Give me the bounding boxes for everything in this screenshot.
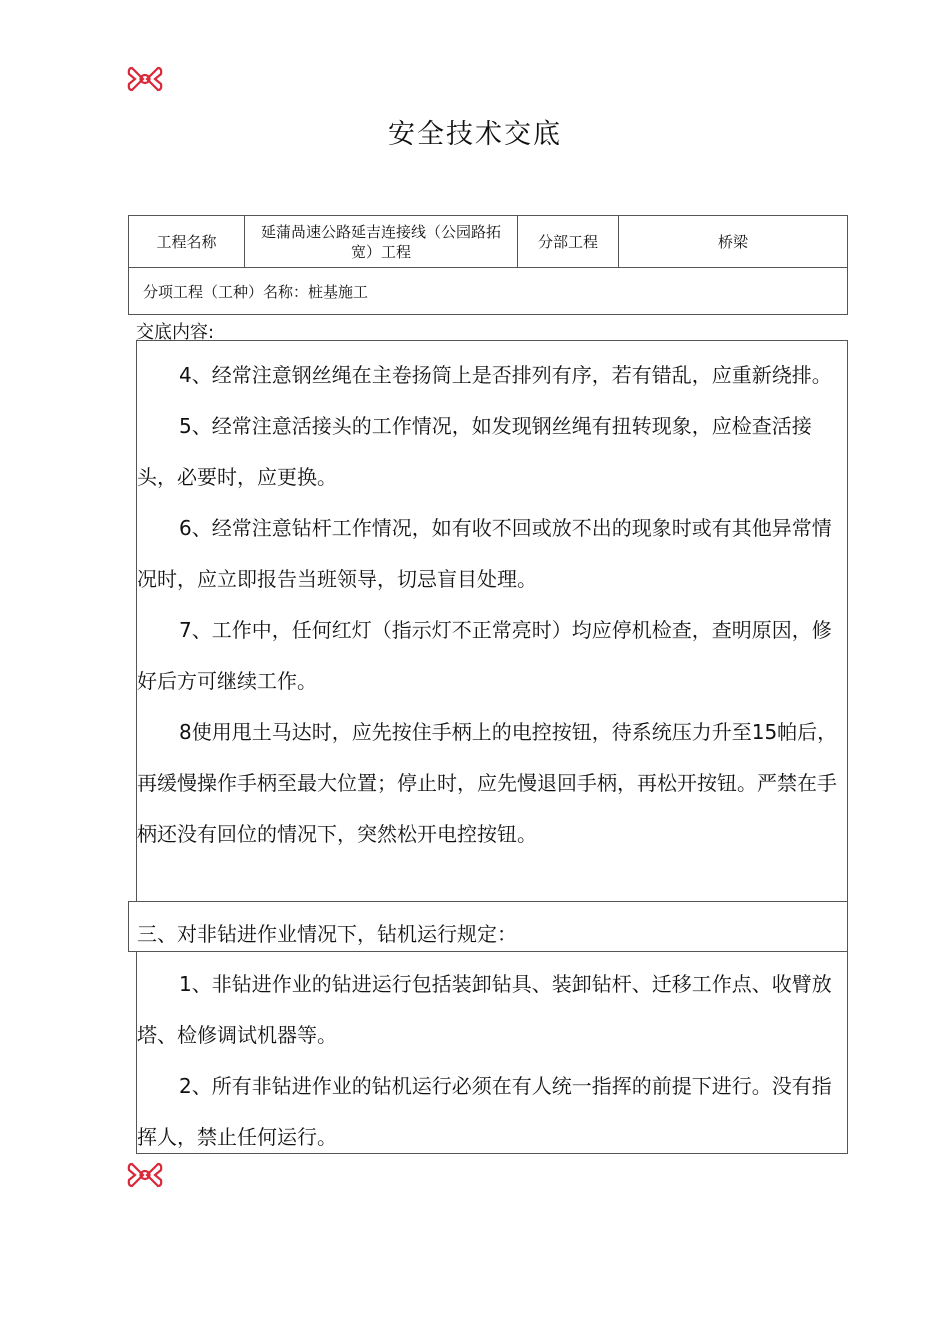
content-paragraph: 8使用甩土马达时，应先按住手柄上的电控按钮，待系统压力升至15帕后，再缓慢操作手柄至最大位置；停止时，应先慢退回手柄，再松开按钮。严禁在手柄还没有回位的情况下，突然松开电控按钮。 [137,720,838,846]
section3-heading-box [128,901,848,952]
section3-box [136,951,848,1154]
project-name-value: 延蒲咼速公路延吉连接线（公园路拓宽）工程 [245,216,518,267]
document-title: 安全技术交底 [388,119,562,150]
content-paragraph: 5、经常注意活接头的工作情况，如发现钢丝绳有扭转现象，应检查活接头，必要时，应更换。 [137,414,812,489]
content-label: 交底内容: [136,322,215,343]
section3-paragraph: 1、非钻进作业的钻进运行包括装卸钻具、装卸钻杆、迁移工作点、收臂放塔、检修调试机器等。 [137,972,832,1047]
project-info-table [128,215,848,315]
section3-paragraph: 2、所有非钻进作业的钻机运行必须在有人统一指挥的前提下进行。没有指挥人，禁止任何运行。 [137,1074,832,1149]
red-knot-emblem-icon [126,1160,164,1190]
subitem-name: 分项工程（工种）名称：桩基施工 [143,282,369,301]
section3-heading: 三、对非钻进作业情况下，钻机运行规定： [137,922,517,946]
project-name-label: 工程名称 [129,216,245,267]
red-knot-emblem-icon [126,64,164,94]
content-paragraph: 6、经常注意钻杆工作情况，如有收不回或放不出的现象时或有其他异常情况时，应立即报告当班领导，切忌盲目处理。 [137,516,832,591]
content-box [136,340,848,902]
project-info-row [129,216,847,268]
content-paragraph: 4、经常注意钢丝绳在主卷扬筒上是否排列有序，若有错乱，应重新绕排。 [179,363,832,387]
division-label: 分部工程 [518,216,619,267]
division-value: 桥梁 [717,233,748,251]
content-paragraph: 7、工作中，任何红灯（指示灯不正常亮时）均应停机检查，查明原因，修好后方可继续工作。 [137,618,832,693]
